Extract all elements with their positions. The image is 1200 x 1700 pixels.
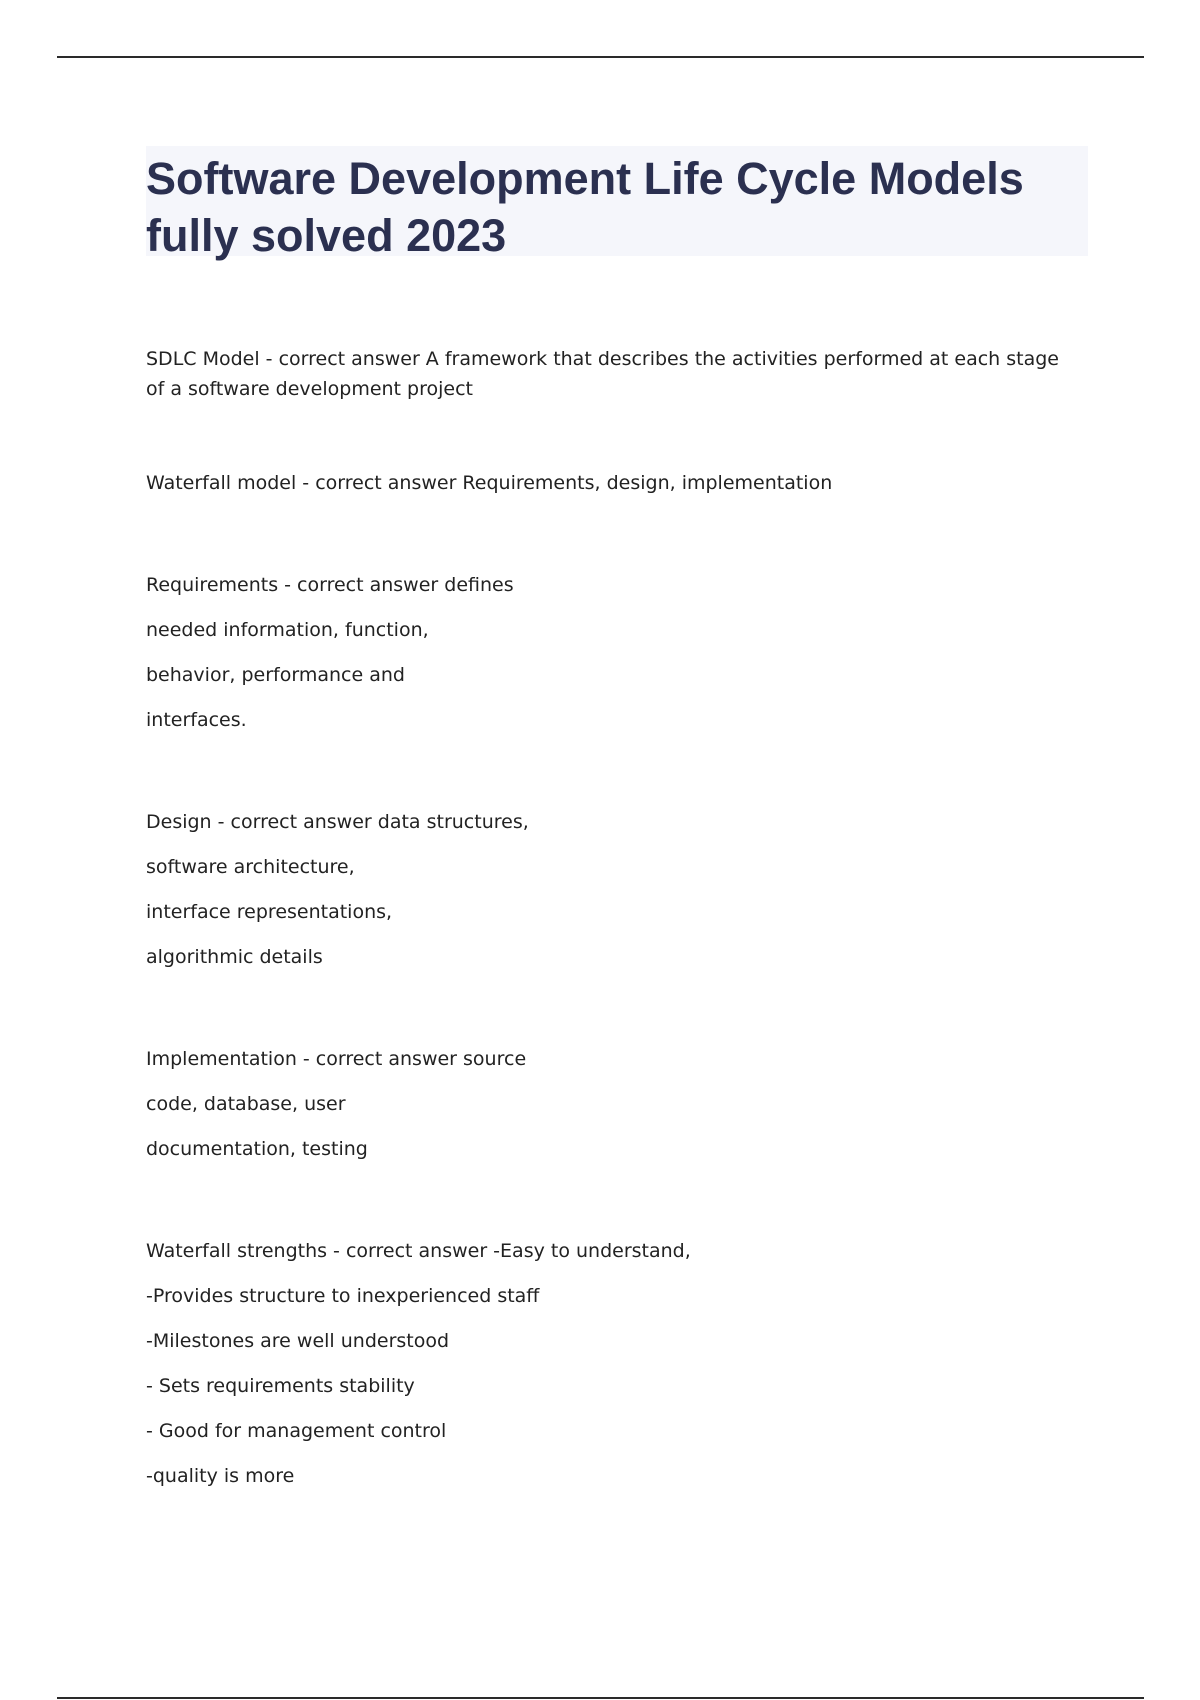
- entry-line: SDLC Model - correct answer A framework that describes the activities performed at each stage of a software development project: [146, 348, 1059, 400]
- entry-requirements: [146, 563, 1076, 743]
- entry-line: Waterfall strengths - correct answer -Easy to understand,: [146, 1240, 691, 1262]
- entry-line: -Provides structure to inexperienced staff: [146, 1285, 540, 1307]
- entry-line: Waterfall model - correct answer Requirements, design, implementation: [146, 472, 833, 494]
- entry-line: interfaces.: [146, 709, 247, 731]
- entry-line: -quality is more: [146, 1465, 295, 1487]
- document-title: Software Development Life Cycle Models fully solved 2023: [146, 153, 1024, 261]
- entry-implementation: [146, 1037, 1076, 1172]
- entry-line: Implementation - correct answer source: [146, 1048, 527, 1070]
- entry-line: Design - correct answer data structures,: [146, 811, 529, 833]
- entry-line: needed information, function,: [146, 619, 429, 641]
- entry-line: - Good for management control: [146, 1420, 447, 1442]
- entry-waterfall-strengths: [146, 1229, 1076, 1499]
- entry-line: behavior, performance and: [146, 664, 405, 686]
- entry-line: code, database, user: [146, 1093, 346, 1115]
- top-rule: [57, 56, 1144, 58]
- entry-line: algorithmic details: [146, 946, 323, 968]
- entry-line: - Sets requirements stability: [146, 1375, 415, 1397]
- title-banner: [146, 146, 1088, 261]
- entry-line: interface representations,: [146, 901, 393, 923]
- entry-line: -Milestones are well understood: [146, 1330, 450, 1352]
- entry-design: [146, 800, 1076, 980]
- document-body: [146, 344, 1076, 1556]
- entry-waterfall-model: [146, 461, 1076, 506]
- entry-line: Requirements - correct answer defines: [146, 574, 514, 596]
- entry-line: documentation, testing: [146, 1138, 368, 1160]
- entry-line: software architecture,: [146, 856, 355, 878]
- entry-sdlc-model: [146, 344, 1076, 404]
- bottom-rule: [57, 1697, 1144, 1699]
